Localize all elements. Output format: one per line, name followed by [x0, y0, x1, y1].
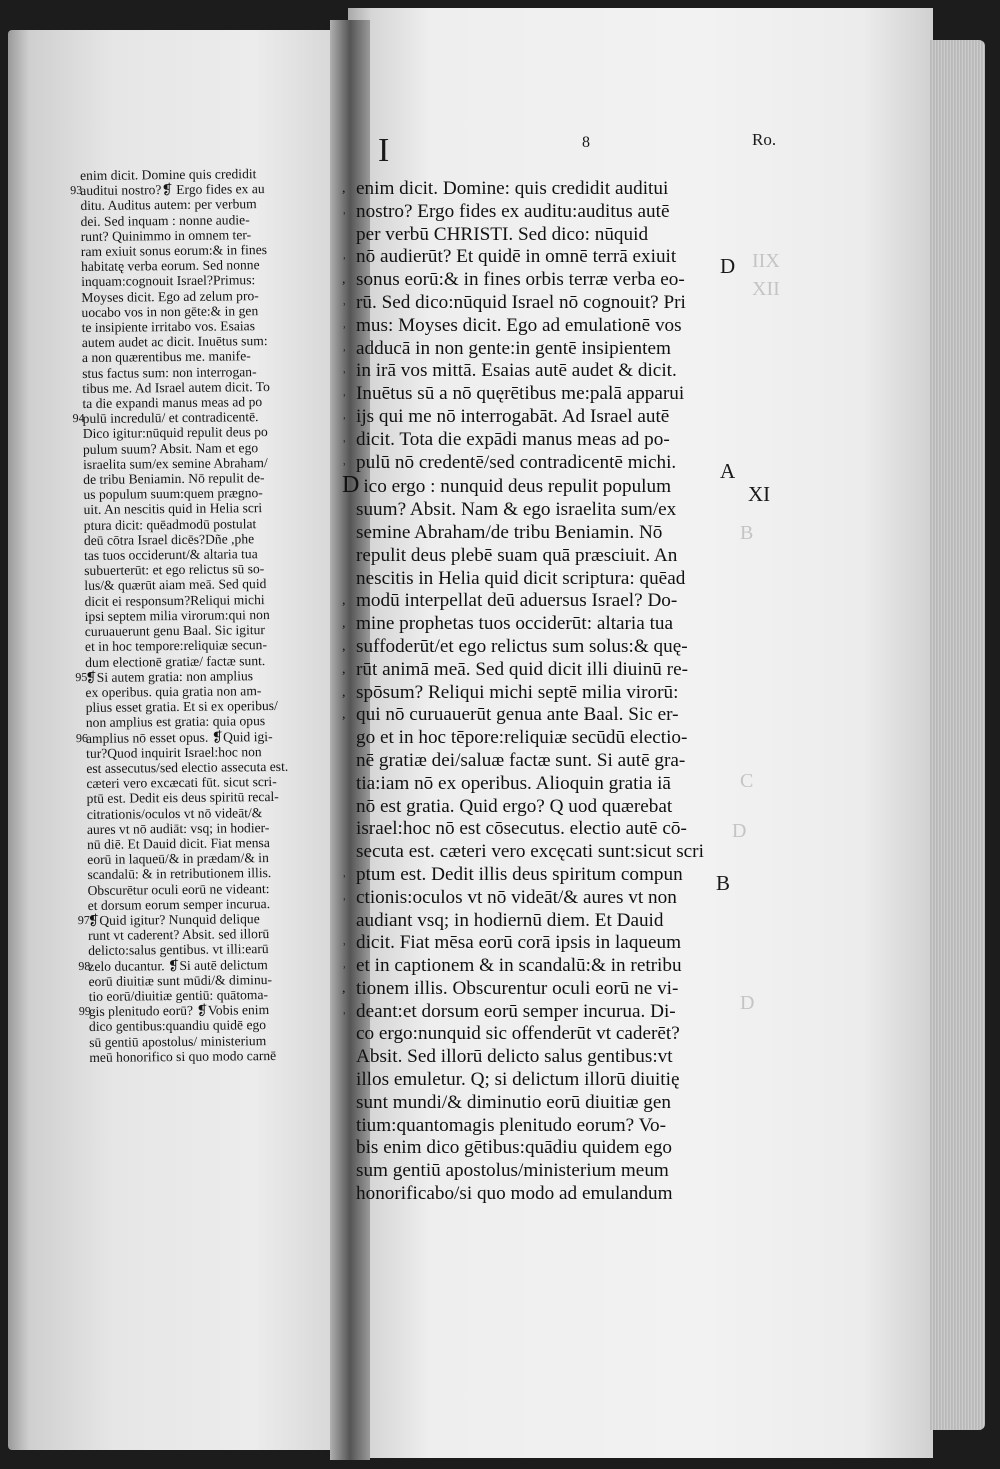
show-through-text: C — [740, 770, 754, 792]
line-text: tio eorū/diuitiæ gentiū: quātoma- — [88, 987, 269, 1004]
margin-letter-a: A — [720, 459, 736, 483]
verse-number: 95 — [75, 669, 88, 684]
line-text: autem audet ac dicit. Inuētus sum: — [81, 333, 268, 351]
line-text: israelita sum/ex semine Abraham/ — [83, 454, 268, 472]
line-text: amplius nō esset opus. ❡Quid igi- — [85, 728, 273, 746]
line-text: dicit ei responsum?Reliqui michi — [84, 591, 265, 609]
line-text: in irā vos mittā. Esaias autē audet & dicit. — [356, 360, 677, 382]
show-through-text: D — [740, 992, 755, 1014]
text-line — [342, 246, 712, 269]
column-header-number: 8 — [582, 134, 590, 151]
line-text: enim dicit. Domine: quis credidit auditui — [356, 178, 669, 199]
verse-number: 93 — [70, 183, 83, 198]
citation-marker: ˒ — [342, 363, 347, 379]
citation-marker: , — [342, 684, 346, 700]
line-text: mus: Moyses dicit. Ego ad emulationē vos — [356, 314, 682, 336]
line-text: meū honorifico si quo modo carnē — [89, 1047, 277, 1065]
right-column-text — [342, 178, 712, 1206]
line-text: habitatę verba eorum. Sed nonne — [80, 257, 260, 275]
left-column-text — [70, 165, 351, 1065]
text-line — [342, 727, 712, 750]
text-line — [342, 1092, 712, 1115]
line-text: israel:hoc nō est cōsecutus. electio autē cō- — [356, 818, 687, 840]
text-line — [342, 773, 712, 796]
text-line — [342, 590, 712, 613]
line-text: audiant vsq; in hodiernū diem. Et Dauid — [356, 909, 664, 931]
citation-marker: ˒ — [342, 889, 347, 905]
line-text: us populum suum:quem prægno- — [83, 485, 263, 503]
show-through-text: D — [732, 820, 747, 842]
line-text: semine Abraham/de tribu Beniamin. Nō — [356, 521, 663, 543]
line-text: suffoderūt/et ego relictus sum solus:& quę- — [356, 635, 688, 657]
citation-marker: ˒ — [342, 866, 347, 882]
text-line — [342, 474, 712, 499]
citation-marker: ˒ — [342, 249, 347, 265]
line-text: et in captionem & in scandalū:& in retribu — [356, 955, 682, 977]
text-line — [342, 452, 712, 475]
line-text: et in hoc tempore:reliquiæ secun- — [84, 637, 268, 655]
line-text: a non quærentibus me. manife- — [81, 348, 251, 366]
line-text: rūt animā meā. Sed quid dicit illi diuinū re- — [356, 658, 688, 680]
line-text: nostro? Ergo fides ex auditu:auditus autē — [356, 200, 670, 222]
line-text: ex operibus. quia gratia non am- — [85, 683, 262, 700]
text-line — [342, 360, 712, 383]
line-text: pulū nō credentē/sed contradicentē michi. — [356, 451, 677, 473]
initial-letter: D — [342, 472, 360, 499]
line-text: tia:iam nō ex operibus. Alioquin gratia iā — [356, 772, 671, 794]
line-text: ta die expandi manus meas ad po — [82, 394, 263, 412]
text-line — [342, 682, 712, 705]
line-text: de tribu Beniamin. Nō repulit de- — [83, 470, 265, 488]
verse-number: 98 — [78, 958, 91, 973]
text-line — [342, 201, 712, 224]
line-text: stus factus sum: non interrogan- — [82, 363, 257, 381]
line-text: secuta est. cæteri vero excęcati sunt:sicut scri — [356, 841, 704, 863]
line-text: repulit deus plebē suam quā præsciuit. An — [356, 544, 678, 566]
text-line — [342, 841, 712, 864]
line-text: tionem illis. Obscurentur oculi eorū ne vi- — [356, 977, 679, 999]
line-text: ptura dicit: quēadmodū postulat — [83, 515, 257, 533]
text-line — [342, 796, 712, 819]
text-line — [342, 750, 712, 773]
margin-letter-d: D — [720, 254, 736, 278]
line-text: sunt mundi/& diminutio eorū diuitiæ gen — [356, 1091, 671, 1113]
line-text: dei. Sed inquam : nonne audie- — [80, 211, 250, 229]
line-text: sum gentiū apostolus/ministerium meum — [356, 1160, 669, 1182]
line-text: dicit. Tota die expādi manus meas ad po- — [356, 428, 670, 450]
line-text: per verbū CHRISTI. Sed dico: nūquid — [356, 223, 649, 245]
line-text: eorū in laqueū/& in prædam/& in — [87, 850, 269, 868]
citation-marker: ˒ — [342, 431, 347, 447]
citation-marker: ˒ — [342, 340, 347, 356]
line-text: cæteri vero excæcati fūt. sicut scri- — [86, 774, 277, 792]
line-text: nescitis in Helia quid dicit scriptura: quēad — [356, 567, 686, 589]
line-text: Moyses dicit. Ego ad zelum pro- — [81, 287, 259, 305]
text-line — [342, 545, 712, 568]
line-text: ram exiuit sonus eorum:& in fines — [80, 242, 268, 260]
line-text: bis enim dico gētibus:quādiu quidem ego — [356, 1137, 673, 1159]
line-text: runt? Quinimmo in omnem ter- — [80, 227, 252, 244]
citation-marker: ˒ — [342, 958, 347, 974]
text-line — [342, 1160, 712, 1183]
text-line — [342, 292, 712, 315]
citation-marker: ˒ — [342, 294, 347, 310]
line-text: sonus eorū:& in fines orbis terræ verba eo- — [356, 269, 685, 291]
line-text: tibus me. Ad Israel autem dicit. To — [82, 378, 270, 396]
line-text: Dico igitur:nūquid repulit deus po — [82, 424, 268, 442]
line-text: dico gentibus:quandiu quidē ego — [88, 1017, 267, 1035]
margin-letter-b: B — [716, 871, 731, 895]
line-text: deū cōtra Israel dicēs?Dñe ,phe — [83, 531, 255, 548]
text-line — [342, 1069, 712, 1092]
line-text: ipsi septem milia virorum:qui non — [84, 606, 270, 624]
line-text: pulum suum? Absit. Nam et ego — [82, 439, 259, 457]
citation-marker: , — [342, 593, 346, 609]
line-text: spōsum? Reliqui michi septē milia virorū: — [356, 681, 679, 703]
text-line — [342, 1183, 712, 1206]
line-text: honorificabo/si quo modo ad emulandum — [356, 1183, 673, 1205]
line-text: dicit. Fiat mēsa eorū corā ipsis in laqueum — [356, 932, 682, 954]
line-text: ditu. Auditus autem: per verbum — [80, 196, 257, 214]
line-text: runt vt caderent? Absit. sed illorū — [87, 926, 270, 944]
line-text: ctionis:oculos vt nō videāt/& aures vt non — [356, 886, 677, 908]
line-text: scandalū: & in retributionem illis. — [87, 865, 272, 883]
chapter-number: XI — [748, 482, 771, 506]
text-line — [342, 659, 712, 682]
line-text: go et in hoc tēpore:reliquiæ secūdū electio- — [356, 727, 688, 749]
line-text: illos emuletur. Q; si delictum illorū diuitię — [356, 1069, 680, 1091]
line-text: est assecutus/sed electio assecuta est. — [86, 758, 289, 776]
citation-marker: ˒ — [342, 935, 347, 951]
text-line — [342, 932, 712, 955]
verse-number: 99 — [78, 1004, 91, 1019]
line-text: gis plenitudo eorū? ❡Vobis enim — [88, 1002, 270, 1020]
line-text: zelo ducantur. ❡Si autē delictum — [88, 956, 268, 974]
line-text: nū diē. Et Dauid dicit. Fiat mensa — [87, 834, 270, 852]
line-text: te insipiente irritabo vos. Esaias — [81, 318, 256, 336]
show-through-text: XII — [752, 278, 780, 300]
citation-marker: , — [342, 272, 346, 288]
verse-number: 96 — [75, 730, 89, 745]
line-text: citrationis/oculos vt nō videāt/& — [86, 804, 263, 822]
line-text: non amplius est gratia: quia opus — [85, 713, 266, 731]
text-line — [342, 522, 712, 545]
line-text: Inuētus sū a nō quęrētibus me:palā apparui — [356, 383, 685, 405]
line-text: co ergo:nunquid sic offenderūt vt caderēt? — [356, 1023, 680, 1045]
line-text: enim dicit. Domine quis credidit — [80, 166, 257, 183]
line-text: nē gratiæ dei/saluæ factæ sunt. Si autē gra- — [356, 749, 686, 771]
citation-marker: , — [342, 707, 346, 723]
line-text: ❡Quid igitur? Nunquid delique — [87, 911, 260, 928]
line-text: tium:quantomagis plenitudo eorum? Vo- — [356, 1114, 666, 1136]
line-text: suum? Absit. Nam & ego israelita sum/ex — [356, 499, 677, 521]
line-text: Absit. Sed illorū delicto salus gentibus:vt — [356, 1046, 673, 1068]
text-line — [342, 1046, 712, 1069]
text-line — [342, 818, 712, 841]
citation-marker: ˒ — [342, 317, 347, 333]
verse-number: 97 — [77, 912, 90, 928]
line-text: adducā in non gente:in gentē insipientem — [356, 337, 671, 359]
line-text: Obscurētur oculi eorū ne videant: — [87, 880, 270, 898]
line-text: delicto:salus gentibus. vt illi:earū — [88, 941, 269, 959]
line-text: pulū incredulū/ et contradicentē. — [82, 409, 259, 427]
citation-marker: ˒ — [342, 203, 347, 219]
text-line — [89, 1047, 351, 1065]
line-text: plius esset gratia. Et si ex operibus/ — [85, 698, 278, 716]
text-line — [342, 636, 712, 659]
line-text: rū. Sed dico:nūquid Israel nō cognouit? Pri — [356, 291, 686, 313]
citation-marker: , — [342, 980, 346, 996]
line-text: sū gentiū apostolus/ ministerium — [89, 1032, 267, 1050]
line-text: nō audierūt? Et quidē in omnē terrā exiuit — [356, 246, 677, 268]
line-text: uit. An nescitis quid in Helia scri — [83, 500, 263, 518]
text-line — [342, 978, 712, 1001]
citation-marker: ˒ — [342, 408, 347, 424]
line-text: ❡Si autem gratia: non amplius — [85, 667, 254, 685]
text-line — [342, 910, 712, 933]
line-text: curuauerunt genu Baal. Sic igitur — [84, 622, 266, 640]
line-text: nō est gratia. Quid ergo? Q uod quærebat — [356, 795, 673, 817]
citation-marker: , — [342, 181, 346, 196]
line-text: tas tuos occiderunt/& altaria tua — [83, 546, 258, 564]
text-line — [342, 499, 712, 522]
line-text: qui nō curuauerūt genua ante Baal. Sic er- — [356, 704, 679, 726]
line-text: uocabo vos in non gēte:& in gen — [81, 302, 259, 320]
line-text: et dorsum eorum semper incurua. — [87, 895, 271, 913]
verse-number: 94 — [72, 411, 85, 426]
text-line — [342, 568, 712, 591]
line-text: ijs qui me nō interrogabāt. Ad Israel autē — [356, 405, 670, 427]
text-line — [342, 864, 712, 887]
text-line — [342, 704, 712, 727]
page-edges — [930, 40, 985, 1430]
text-line — [342, 338, 712, 361]
line-text: aures vt nō audiāt: vsq; in hodier- — [86, 819, 270, 837]
line-text: dum electionē gratiæ/ factæ sunt. — [85, 652, 266, 670]
line-text: mine prophetas tuos occiderūt: altaria tua — [356, 613, 674, 635]
text-line — [342, 383, 712, 406]
text-line — [342, 269, 712, 292]
text-line — [342, 429, 712, 452]
text-line — [342, 1137, 712, 1160]
show-through-text: IIX — [752, 250, 780, 272]
citation-marker: ˒ — [342, 1003, 347, 1019]
line-text: eorū diuitiæ sunt mūdi/& diminu- — [88, 971, 273, 989]
line-text: lus/& quærūt aiam meā. Sed quid — [84, 576, 267, 594]
text-line — [342, 613, 712, 636]
column-header-letter: I — [378, 132, 390, 169]
text-line — [342, 1023, 712, 1046]
running-head: Ro. — [752, 130, 777, 149]
text-line — [342, 406, 712, 429]
citation-marker: ˒ — [342, 386, 347, 402]
text-line — [342, 955, 712, 978]
line-text: subuerterūt: et ego relictus sū so- — [84, 561, 265, 579]
line-text: ico ergo : nunquid deus repulit populum — [363, 476, 672, 498]
show-through-text: B — [740, 522, 754, 544]
text-line — [342, 887, 712, 910]
citation-marker: , — [342, 661, 346, 677]
line-text: tur?Quod inquirit Israel:hoc non — [86, 743, 262, 761]
line-text: modū interpellat deū aduersus Israel? Do- — [356, 590, 678, 612]
text-line — [342, 315, 712, 338]
text-line — [342, 1115, 712, 1138]
line-text: inquam:cognouit Israel?Primus: — [81, 272, 256, 290]
text-line — [342, 1001, 712, 1024]
line-text: ptum est. Dedit illis deus spiritum compun — [356, 863, 683, 885]
text-line — [342, 178, 712, 201]
line-text: auditui nostro?❡ Ergo fides ex au — [80, 181, 265, 199]
citation-marker: , — [342, 638, 346, 654]
line-text: ptū est. Dedit eis deus spiritū recal- — [86, 789, 279, 807]
line-text: deant:et dorsum eorū semper incurua. Di- — [356, 1000, 676, 1022]
citation-marker: ˒ — [342, 454, 347, 470]
citation-marker: , — [342, 616, 346, 632]
text-line — [342, 224, 712, 247]
